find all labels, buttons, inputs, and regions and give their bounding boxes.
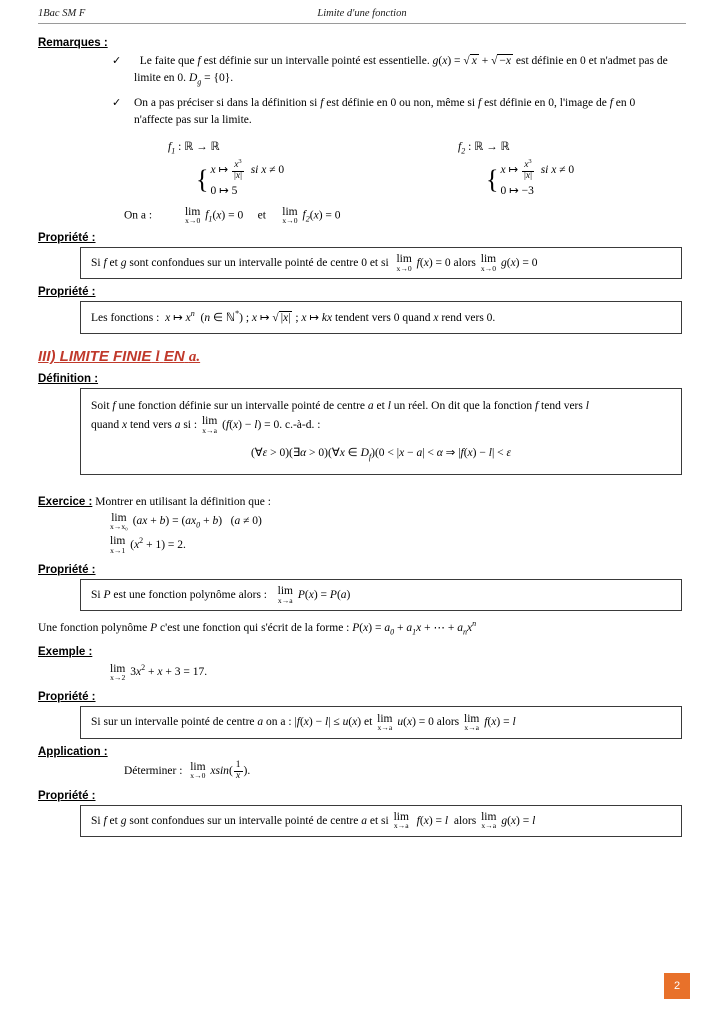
exemple-label-row xyxy=(38,646,690,658)
list-item xyxy=(112,53,672,89)
section-heading-3 xyxy=(38,348,690,366)
exemple-body: $3x^2 + x + 3 = 17$. xyxy=(130,663,208,679)
prop4-limit-f: lim x→a xyxy=(464,712,480,733)
section-symbol-a: a. xyxy=(188,349,201,366)
prop5-limit-f-body: f(x) = l xyxy=(416,814,449,827)
prop1-limit-f: lim x→0 xyxy=(396,253,412,273)
prop5-limit-g: lim x→a xyxy=(481,810,497,831)
prop5-limit-f: lim x→a xyxy=(393,810,409,831)
definition-label-row xyxy=(38,373,690,385)
piecewise-f2 xyxy=(458,139,574,201)
f2-case-2: 0 ↦ −3 xyxy=(500,185,534,198)
piecewise-functions-block xyxy=(38,139,690,225)
polynome-note: Une fonction polynôme P c'est une fonction qui s'écrit de la forme : $P(x) = a_0 + a_1x$ + ⋯ + $a_nx^n$ xyxy=(38,619,477,637)
propriete-5-box xyxy=(80,805,682,837)
exercice-1-limit: lim x→x₀ xyxy=(110,511,128,532)
section-symbol-l: l xyxy=(155,349,160,366)
prop1-alors: alors xyxy=(453,256,476,269)
prop3-limit: lim x→a xyxy=(277,585,293,605)
remark-formula: g(x) = √ x + √ −x xyxy=(432,55,511,67)
propriete-4-box xyxy=(80,706,682,738)
exercice-2-limit: lim x→1 xyxy=(110,535,126,555)
f2-cases xyxy=(486,159,574,200)
remarks-list xyxy=(112,53,672,129)
propriete-label: Propriété : xyxy=(38,789,96,802)
prop5-text: Si f et g sont confondues sur un intervalle pointé de centre a et si xyxy=(91,814,389,827)
application-limit: lim x→0 xyxy=(190,760,206,781)
propriete-label: Propriété : xyxy=(38,231,96,244)
check-icon: ✓ xyxy=(112,55,122,67)
brace-icon: { xyxy=(486,165,499,195)
f1-case-2: 0 ↦ 5 xyxy=(210,185,238,198)
et-label: et xyxy=(257,209,266,222)
prop5-limit-g-body: g(x) = l xyxy=(501,814,536,827)
exercice-item-1 xyxy=(108,511,690,533)
remarques-label: Remarques : xyxy=(38,37,108,49)
piecewise-f1 xyxy=(168,139,458,201)
prop4-text: Si sur un intervalle pointé de centre a on a : |f(x) − l| ≤ u(x) et xyxy=(91,716,373,729)
prop1-limit-f-body: f(x) = 0 xyxy=(416,256,451,269)
page-header xyxy=(38,8,686,24)
prop4-limit-u: lim x→a xyxy=(377,712,393,733)
f1-cases xyxy=(196,159,458,200)
prop5-alors: alors xyxy=(453,814,477,827)
check-icon: ✓ xyxy=(112,96,122,109)
ona-row xyxy=(124,207,690,225)
definition-label: Définition : xyxy=(38,373,99,386)
propriete-3-label-row xyxy=(38,564,690,576)
propriete-label: Propriété : xyxy=(38,563,96,576)
limit-f2-body: $f_2(x) = 0$ xyxy=(302,209,341,224)
document-body xyxy=(38,30,690,837)
brace-icon: { xyxy=(196,165,209,195)
propriete-1-box xyxy=(80,247,682,279)
limit-f2: lim x→0 xyxy=(282,205,298,226)
section-number: III) xyxy=(38,348,56,366)
exercice-2-body: $(x^2 + 1) = 2$. xyxy=(130,536,186,552)
propriete-3-box xyxy=(80,579,682,611)
exercice-label: Exercice : xyxy=(38,496,93,509)
definition-line-2: quand x tend vers a si : lim x→a (f(x) − l) = 0. c.-à-d. : xyxy=(91,415,321,435)
section-title-b: EN xyxy=(163,348,185,366)
exemple-content xyxy=(108,661,690,685)
limit-f1: lim x→0 xyxy=(184,205,201,226)
section-title-a: LIMITE FINIE xyxy=(59,348,152,366)
propriete-1-label-row xyxy=(38,232,690,244)
prop3-limit-body: P(x) = P(a) xyxy=(297,588,351,601)
exercice-label-row xyxy=(38,496,690,508)
exemple-label: Exemple : xyxy=(38,645,93,658)
propriete-2-box xyxy=(80,301,682,334)
exercice-item-2 xyxy=(108,533,690,557)
limit-f1-body: $f_1(x) = 0$ xyxy=(205,209,244,224)
exemple-limit: lim x→2 xyxy=(110,662,126,683)
ona-label: On a : xyxy=(124,209,153,222)
ona-equations xyxy=(183,207,341,225)
propriete-2-label-row xyxy=(38,286,690,298)
propriete-label: Propriété : xyxy=(38,691,96,704)
remark-text: On a pas préciser si dans la définition si f est définie en 0 ou non, même si f est définie en 0, l'image de f en 0 n'affecte pas sur la limite. xyxy=(134,96,636,126)
prop4-alors: alors xyxy=(436,716,460,729)
prop4-limit-f-body: f(x) = l xyxy=(484,716,516,729)
application-body: xsin( $\frac{1}{x}$ ). xyxy=(210,759,251,781)
header-center-text: Limite d'une fonction xyxy=(317,8,407,19)
prop1-limit-g-body: g(x) = 0 xyxy=(500,256,538,269)
exercice-intro: Montrer en utilisant la définition que : xyxy=(95,496,271,509)
definition-limit: lim x→a xyxy=(201,415,218,435)
definition-line-1: Soit f une fonction définie sur un intervalle pointé de centre a et l un réel. On dit que la fonction f tend vers l xyxy=(91,400,589,413)
remark-domain: $D_g = \{0\}$. xyxy=(188,72,234,87)
prop1-limit-g: lim x→0 xyxy=(480,253,497,273)
application-content xyxy=(124,761,690,783)
application-label: Application : xyxy=(38,745,108,758)
f1-case-1: x ↦ $\frac{x^3}{|x|}$ si x ≠ 0 xyxy=(210,158,285,182)
application-label-row xyxy=(38,746,690,758)
f1-signature: $f_1$ : ℝ → ℝ xyxy=(168,141,220,156)
remark-text-after: est définie en 0 et n'admet pas de limite en 0. xyxy=(134,55,668,85)
application-text: Déterminer : xyxy=(124,764,183,777)
page-number-badge: 2 xyxy=(664,973,690,999)
definition-box xyxy=(80,388,682,475)
prop1-text: Si f et g sont confondues sur un intervalle pointé de centre 0 et si xyxy=(91,256,389,269)
prop3-text: Si P est une fonction polynôme alors : xyxy=(91,588,267,601)
propriete-label: Propriété : xyxy=(38,286,96,299)
definition-line-3: (∀ε > 0)(∃α > 0)(∀x ∈ $D_f)(0 < |x - a| < \alpha$ ⇒ |f(x) − l| < ε xyxy=(250,447,512,462)
propriete-5-label-row xyxy=(38,790,690,802)
prop2-text: Les fonctions : x ↦ $x^n$ (n ∈ ℕ*) ; x ↦ √ |x| ; x ↦ kx tendent vers 0 quand x rend vers 0. xyxy=(91,309,496,325)
prop4-limit-u-body: u(x) = 0 xyxy=(397,716,434,729)
propriete-4-label-row xyxy=(38,691,690,703)
header-left-text: 1Bac SM F xyxy=(38,8,86,19)
remarques-label-row xyxy=(38,37,690,49)
f2-signature: $f_2$ : ℝ → ℝ xyxy=(458,141,510,156)
exercice-1-body: $(ax + b) = (ax_0 + b) (a \ne 0)$ xyxy=(132,515,262,530)
remark-text-before: Le faite que f est définie sur un intervalle pointé est essentielle. xyxy=(134,55,433,67)
list-item xyxy=(112,95,672,130)
f2-case-1: x ↦ $\frac{x^3}{|x|}$ si x ≠ 0 xyxy=(500,158,575,182)
